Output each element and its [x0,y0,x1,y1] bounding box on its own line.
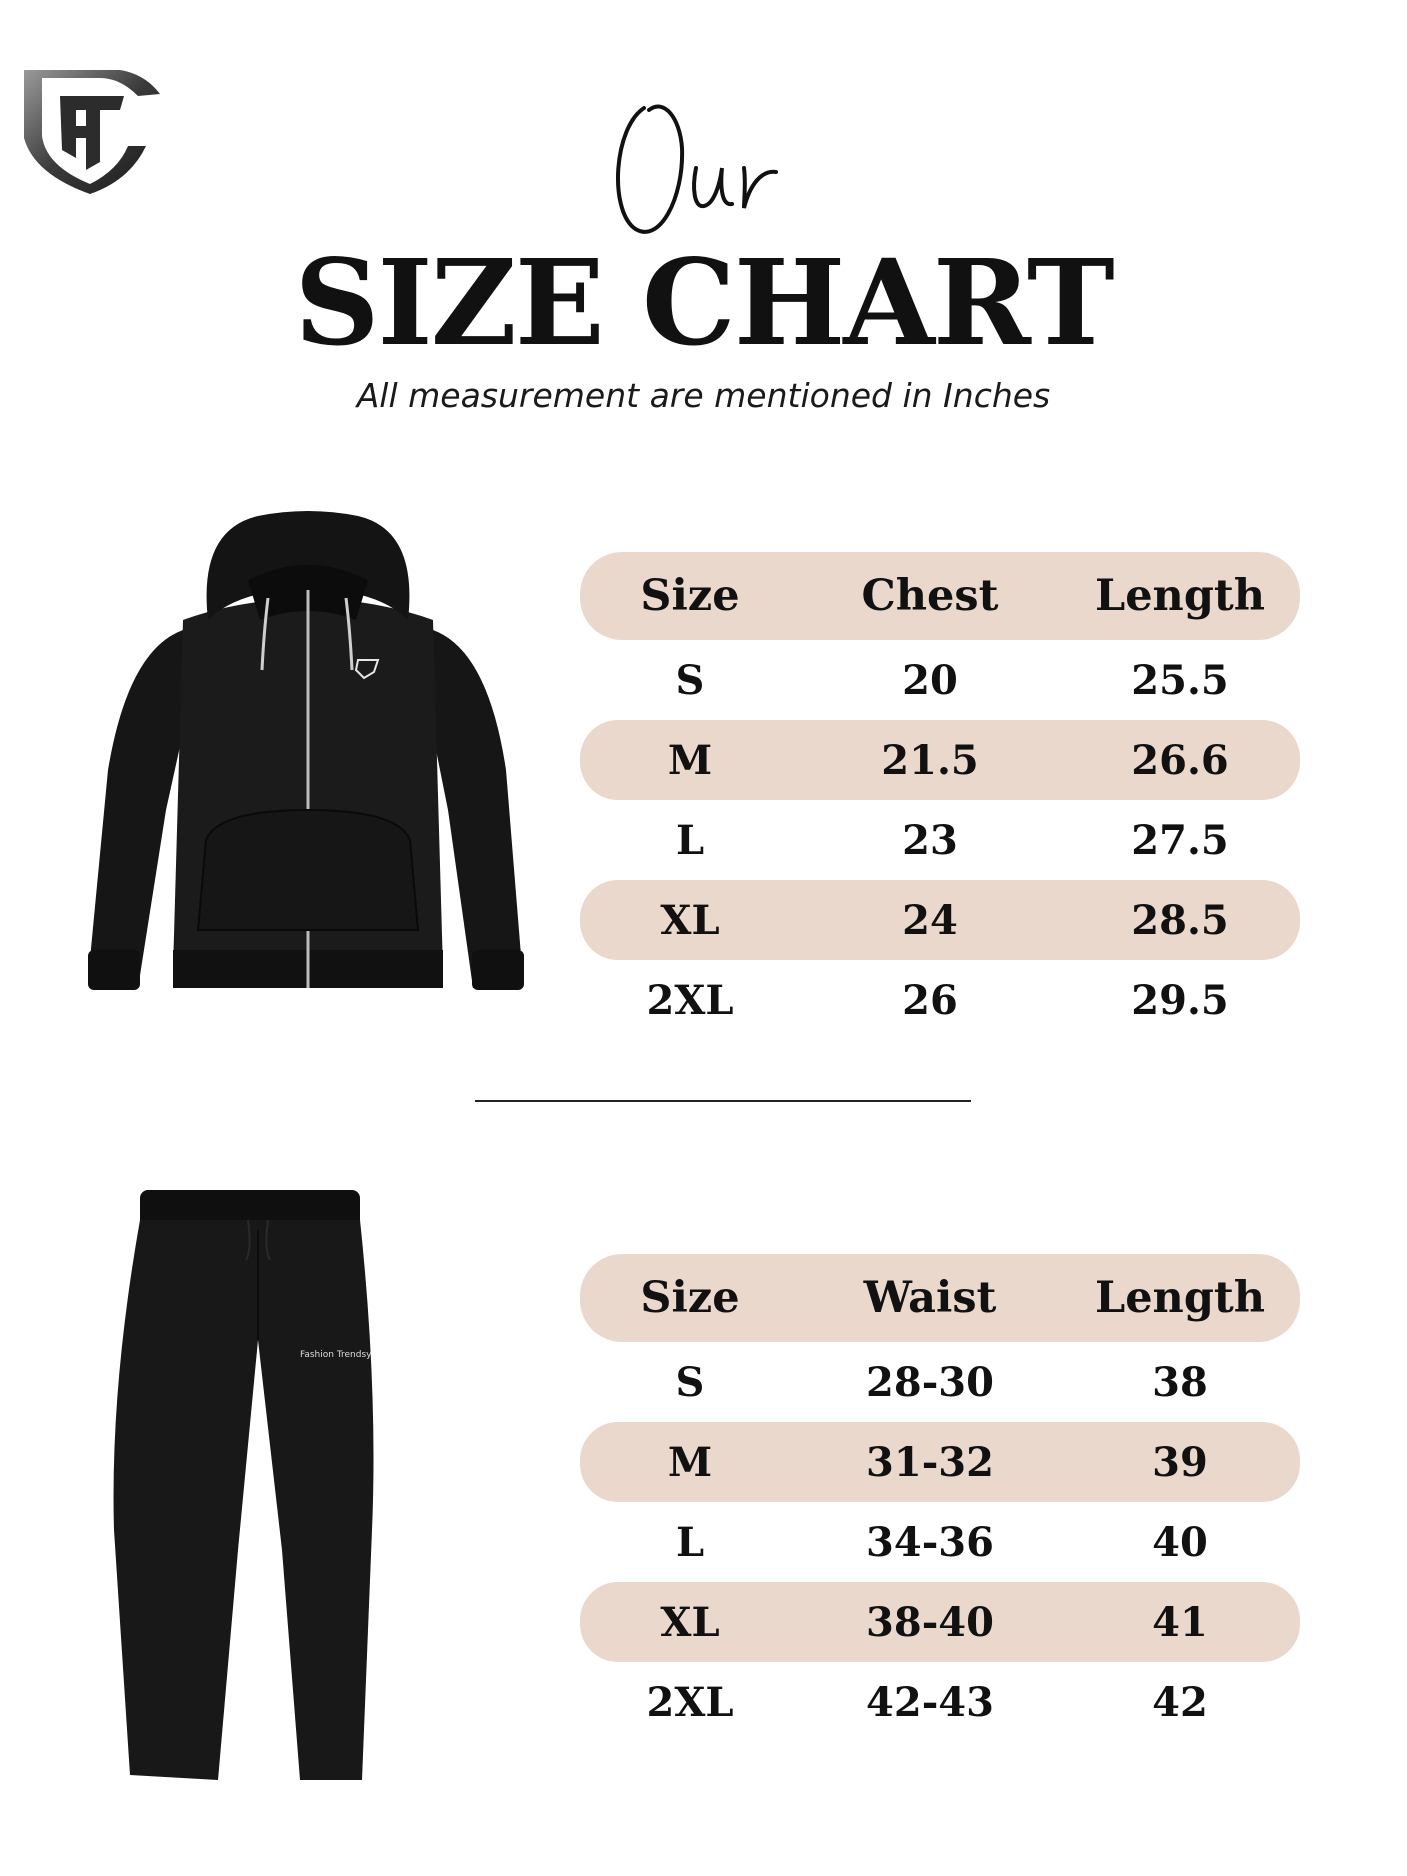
chest-cell: 20 [902,656,958,704]
size-cell: XL [660,896,720,944]
chest-cell: 21.5 [881,736,979,784]
page-title: SIZE CHART [294,233,1113,372]
length-cell: 28.5 [1131,896,1229,944]
size-cell: 2XL [646,976,734,1024]
pants-print-text: Fashion Trendsy [300,1350,372,1360]
waist-cell: 31-32 [866,1438,994,1486]
waist-cell: 38-40 [866,1598,994,1646]
size-cell: L [675,816,705,864]
length-cell: 27.5 [1131,816,1229,864]
waist-cell: 42-43 [866,1678,994,1726]
table-row [580,1422,1300,1502]
size-cell: M [667,1438,713,1486]
column-header-waist: Waist [863,1273,997,1323]
table-row [580,1662,1300,1742]
column-header-size: Size [640,571,740,621]
section-divider [475,1100,971,1102]
column-header-size: Size [640,1273,740,1323]
waist-cell: 34-36 [866,1518,994,1566]
length-cell: 41 [1152,1598,1208,1646]
table-header-row [580,1254,1300,1342]
length-cell: 38 [1152,1358,1208,1406]
size-cell: S [675,656,705,704]
page-subtitle: All measurement are mentioned in Inches [356,376,1051,415]
waist-cell: 28-30 [866,1358,994,1406]
table-row [580,800,1300,880]
column-header-length: Length [1094,1273,1266,1323]
size-cell: S [675,1358,705,1406]
column-header-chest: Chest [861,571,999,621]
chest-cell: 26 [902,976,958,1024]
hoodie-size-table [580,552,1300,1040]
length-cell: 39 [1152,1438,1208,1486]
table-row [580,880,1300,960]
table-row [580,1502,1300,1582]
script-title-lettering [604,88,804,248]
chest-cell: 23 [902,816,958,864]
pants-image [110,1190,390,1790]
table-header-row [580,552,1300,640]
size-cell: M [667,736,713,784]
length-cell: 25.5 [1131,656,1229,704]
table-row [580,1342,1300,1422]
length-cell: 26.6 [1131,736,1229,784]
chest-cell: 24 [902,896,958,944]
table-row [580,960,1300,1040]
size-cell: L [675,1518,705,1566]
pants-size-table [580,1254,1300,1742]
length-cell: 42 [1152,1678,1208,1726]
script-title [0,88,1407,248]
length-cell: 29.5 [1131,976,1229,1024]
hoodie-image [88,510,528,1000]
size-cell: 2XL [646,1678,734,1726]
table-row [580,720,1300,800]
table-row [580,640,1300,720]
table-row [580,1582,1300,1662]
length-cell: 40 [1152,1518,1208,1566]
size-cell: XL [660,1598,720,1646]
column-header-length: Length [1094,571,1266,621]
